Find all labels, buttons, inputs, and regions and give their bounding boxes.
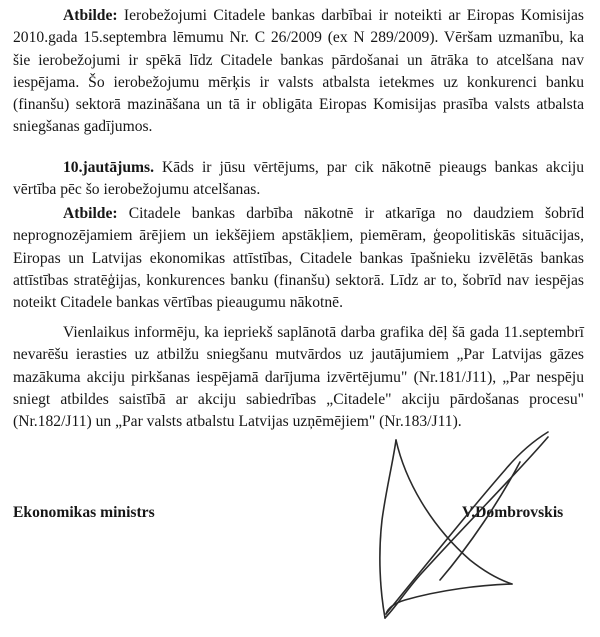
question-paragraph-10 <box>13 157 584 202</box>
answer-text: Ierobežojumi Citadele bankas darbībai ir noteikti ar Eiropas Komisijas 2010.gada 15.septembra lēmumu Nr. C 26/2009 (ex N 289/2009). Vēršam uzmanību, ka šie ierobežojumi ir spēkā līdz Citadele bankas pārdošanai un ātrāka to atcelšana nav iespējama. Šo ierobežojumu mērķis ir valsts atbalsta ietekmes uz konkurenci banku (finanšu) sektorā mazināšana un tā ir obligāta Eiropas Komisijas prasība valsts atbalsta sniegšanas gadījumos. <box>13 7 584 136</box>
minister-name: V.Dombrovskis <box>462 504 564 521</box>
question-label: 10.jautājums. <box>63 159 154 176</box>
answer-label: Atbilde: <box>63 205 118 222</box>
answer-label: Atbilde: <box>63 7 118 24</box>
answer-paragraph-value <box>13 203 584 314</box>
answer-text: Citadele bankas darbība nākotnē ir atkarīga no daudziem šobrīd neprognozējamiem ārējiem un iekšējiem apstākļiem, piemēram, ģeopolitiskās situācijas, Eiropas un Latvijas ekonomikas attīstības, Citadele bankas īpašnieku izvēlētās bankas attīstības stratēģijas, konkurences banku (finanšu) sektorā. Līdz ar to, šobrīd nav iespējas noteikt Citadele bankas vērtības pieaugumu nākotnē. <box>13 205 584 312</box>
question-text: Kāds ir jūsu vērtējums, par cik nākotnē pieaugs bankas akciju vērtība pēc šo ierobežojumu atcelšanas. <box>13 159 584 199</box>
answer-paragraph-restrictions <box>13 5 584 139</box>
notice-paragraph: Vienlaikus informēju, ka iepriekš saplānotā darba grafika dēļ šā gada 11.septembrī nevarēšu ierasties uz atbilžu sniegšanu mutvārdos uz jautājumiem „Par Latvijas gāzes mazākuma akciju pirkšanas iespējamā darījuma izvērtējumu" (Nr.181/J11), „Par nespēju sniegt atbildes saistībā ar akciju sabiedrības „Citadele" akciju pārdošanas procesu" (Nr.182/J11) un „Par valsts atbalstu Latvijas uzņēmējiem" (Nr.183/J11). <box>13 324 584 431</box>
minister-title: Ekonomikas ministrs <box>13 504 155 521</box>
